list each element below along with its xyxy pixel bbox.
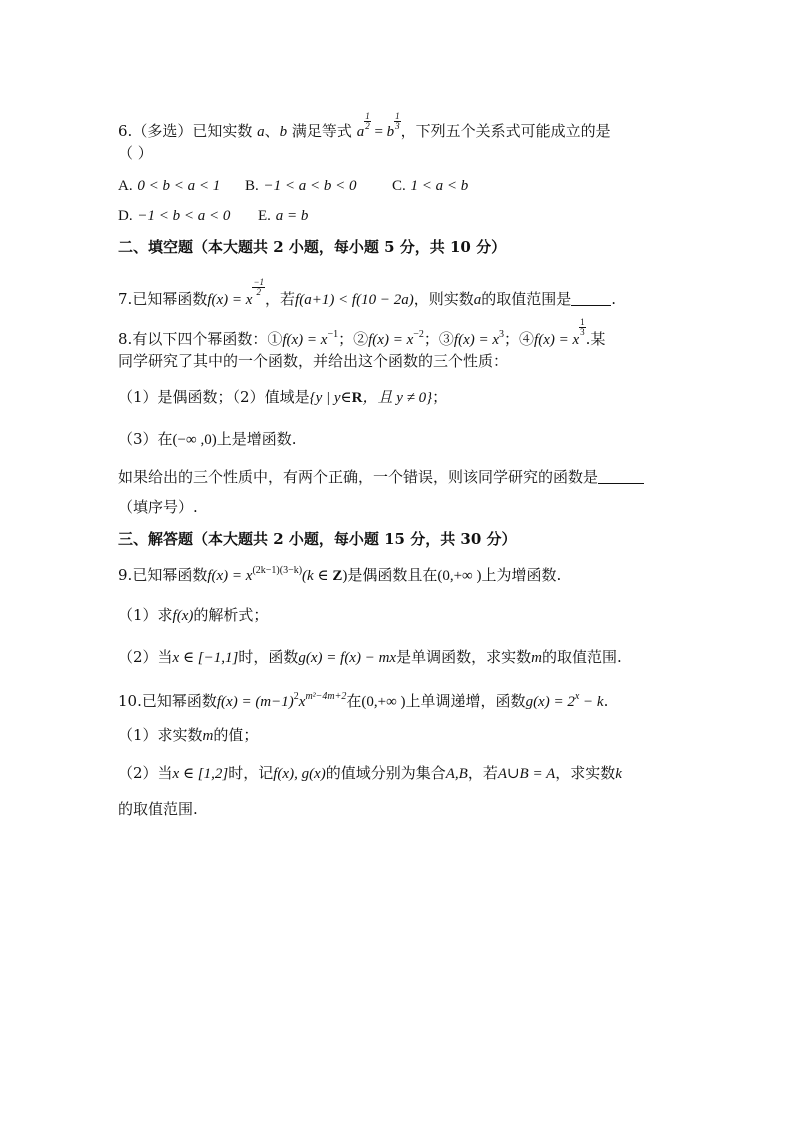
q8-stem: 8.有以下四个幂函数：①f(x) = $x^{-1}$；②f(x) = $x^{-2}$；③f(x) = $x^3$；④f(x) = x $\frac{1}{3}$ .某 xyxy=(118,317,606,348)
section-3-heading: 三、解答题（本大题共 2 小题，每小题 15 分，共 30 分） xyxy=(118,530,517,548)
q7-answer-blank[interactable] xyxy=(571,291,611,306)
q8-answer-blank[interactable] xyxy=(598,469,644,484)
q6-option-c: C. 1 < a < b xyxy=(392,178,469,194)
q10-part2: （2）当x ∈ [1,2]时，记f(x), g(x)的值域分别为集合A,B，若A∪B = A，求实数k xyxy=(118,764,622,782)
q10-part2-line2: 的取值范围. xyxy=(118,800,198,818)
q6-option-b: B. −1 < a < b < 0 xyxy=(245,178,357,194)
q6-options-row1 xyxy=(118,174,469,197)
q10-part1: （1）求实数m的值； xyxy=(118,726,259,744)
q8-line2: 同学研究了其中的一个函数，并给出这个函数的三个性质： xyxy=(118,352,509,370)
q6-option-a: A. 0 < b < a < 1 xyxy=(118,178,221,194)
q6-option-d: D. −1 < b < a < 0 xyxy=(118,208,231,224)
q8-property-3: （3）在(−∞ ,0)上是增函数. xyxy=(118,430,297,448)
q10-stem: 10.已知幂函数$f(x) = (m-1)^2x^{m^2-4m+2}$在(0,+∞ )上单调递增，函数$g(x) = 2^x - k$. xyxy=(118,691,609,710)
q6-equation: a $\frac{1}{2}$ = b $\frac{1}{3}$ xyxy=(356,111,400,141)
q9-stem: 9.已知幂函数$f(x) = x^{(2k-1)(3-k)}(k$ ∈ Z)是偶函数且在(0,+∞ )上为增函数. xyxy=(118,565,562,584)
q8-line4: 如果给出的三个性质中，有两个正确，一个错误，则该同学研究的函数是 xyxy=(118,466,644,488)
q8-properties-1-2: （1）是偶函数；（2）值域是{y | y∈R，且 y ≠ 0}； xyxy=(118,388,448,406)
q8-line5: （填序号）. xyxy=(118,498,198,516)
q9-part2: （2）当x ∈ [−1,1]时，函数g(x) = f(x) − mx是单调函数，求实数m的取值范围. xyxy=(118,648,622,666)
q6-answer-paren: （ ） xyxy=(118,144,153,162)
q6-stem: 6.（多选）已知实数 a、b 满足等式 a $\frac{1}{2}$ = b $\frac{1}{3}$ ，下列五个关系式可能成立的是 xyxy=(118,111,611,141)
q6-options-row2 xyxy=(118,204,309,227)
q6-option-e: E. a = b xyxy=(258,208,309,224)
section-2-heading: 二、填空题（本大题共 2 小题，每小题 5 分，共 10 分） xyxy=(118,238,507,256)
q7-stem: 7.已知幂函数f(x) = x $\frac{-1}{2}$ ，若f(a+1) < f(10 − 2a)，则实数a的取值范围是 . xyxy=(118,277,617,308)
q9-part1: （1）求f(x)的解析式； xyxy=(118,606,269,624)
